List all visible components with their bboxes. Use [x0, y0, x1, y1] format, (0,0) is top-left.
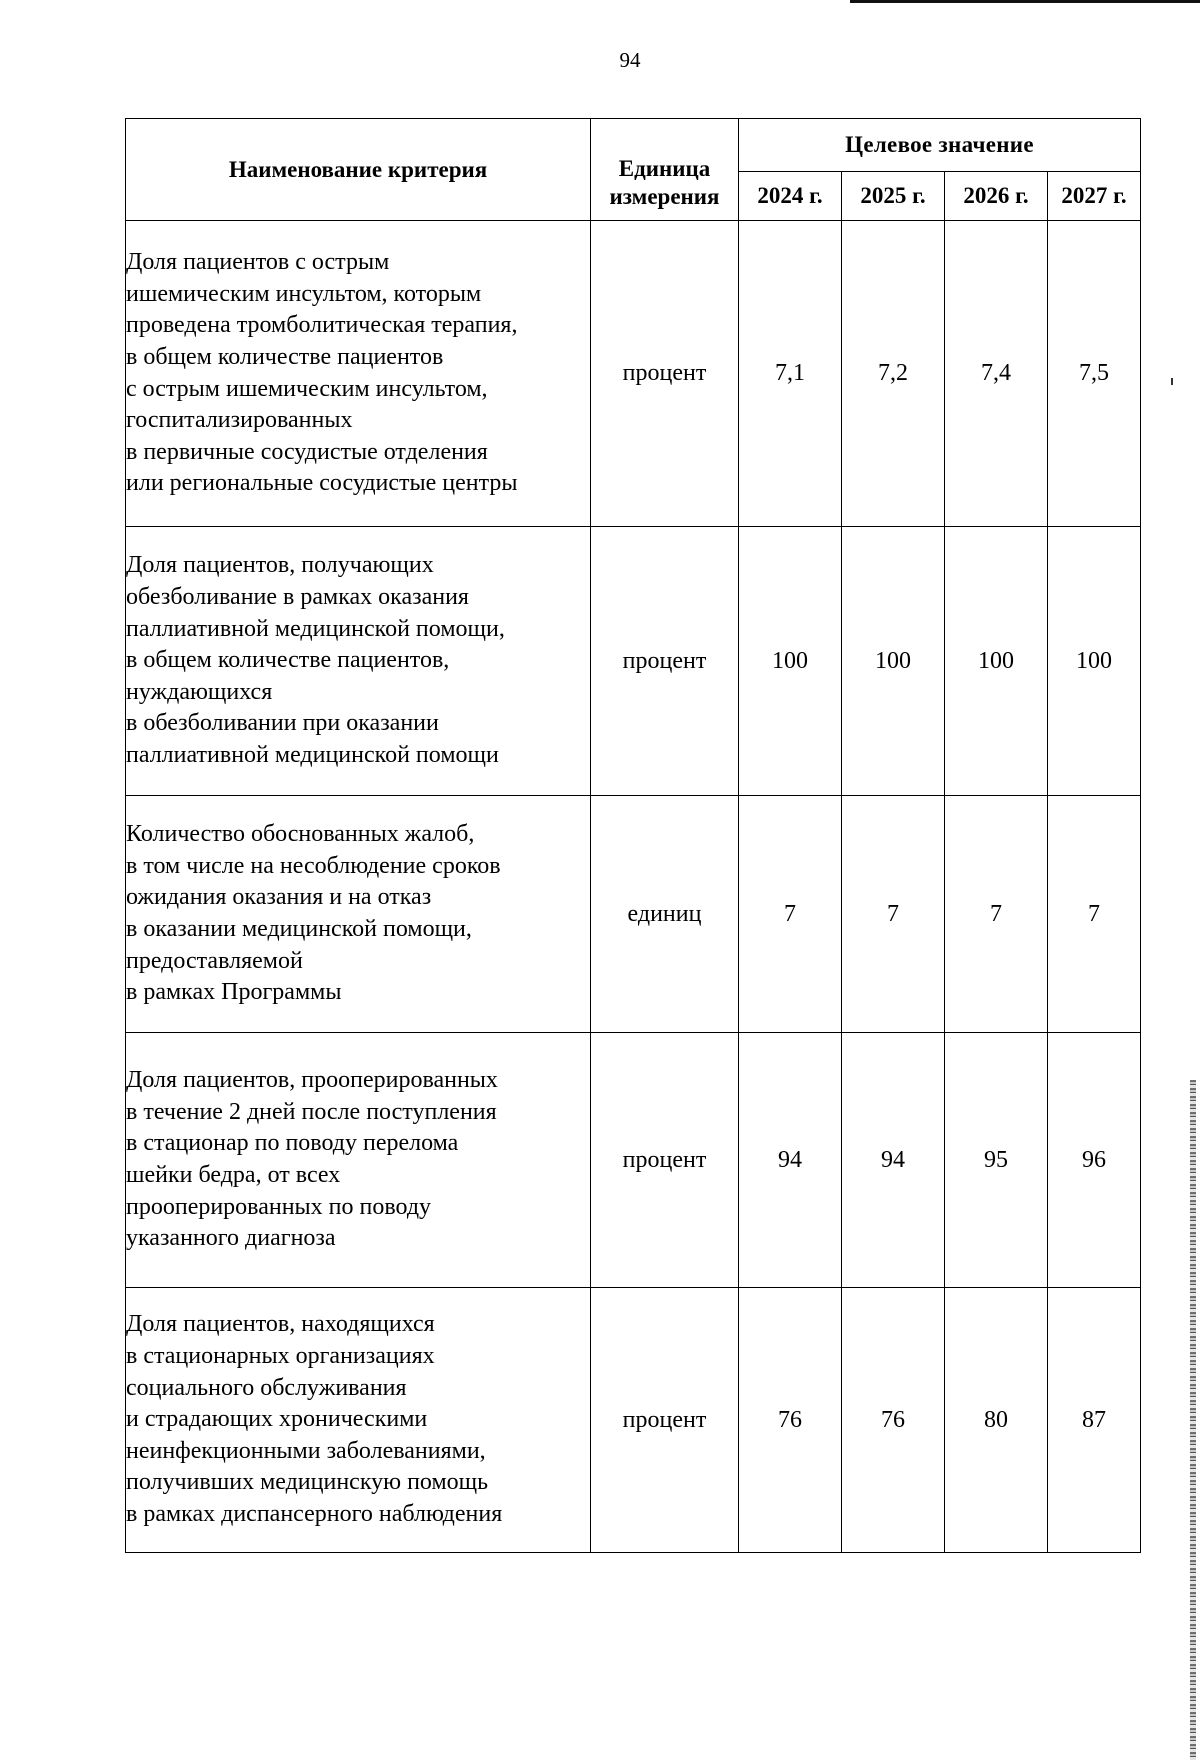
value-2025: 76: [842, 1288, 945, 1553]
value-2025: 94: [842, 1033, 945, 1288]
header-year-2024: 2024 г.: [739, 172, 842, 221]
criterion-line: в оказании медицинской помощи,: [126, 916, 472, 942]
side-tick: [1171, 378, 1173, 385]
criterion-cell: [126, 527, 591, 796]
criterion-line: в общем количестве пациентов: [126, 343, 444, 370]
value-2025: 7,2: [842, 221, 945, 527]
criterion-line: паллиативной медицинской помощи,: [126, 615, 505, 642]
criterion-line: в рамках диспансерного наблюдения: [126, 1500, 503, 1527]
value-2027: 87: [1048, 1288, 1141, 1553]
criterion-line: прооперированных по поводу: [126, 1193, 432, 1220]
criterion-line: обезболивание в рамках оказания: [126, 584, 469, 611]
criterion-line: в том числе на несоблюдение сроков: [126, 852, 501, 879]
table-row: [126, 221, 1141, 527]
value-2026: 7: [945, 796, 1048, 1033]
criterion-line: в рамках Программы: [126, 979, 342, 1006]
table-row: [126, 1033, 1141, 1288]
value-2026: 95: [945, 1033, 1048, 1288]
value-2027: 96: [1048, 1033, 1141, 1288]
value-2024: 7: [739, 796, 842, 1033]
criterion-line: Доля пациентов, прооперированных: [126, 1067, 498, 1094]
criterion-line: Доля пациентов, находящихся: [126, 1311, 435, 1338]
value-2027: 100: [1048, 527, 1141, 796]
criterion-line: в обезболивании при оказании: [126, 710, 439, 737]
criterion-line: и страдающих хроническими: [126, 1406, 428, 1433]
criterion-line: ожидания оказания и на отказ: [126, 884, 432, 911]
criterion-line: в стационарных организациях: [126, 1343, 435, 1370]
criterion-line: или региональные сосудистые центры: [126, 470, 518, 497]
value-2025: 7: [842, 796, 945, 1033]
criterion-line: ишемическим инсультом, которым: [126, 280, 482, 307]
unit-cell: процент: [591, 1288, 739, 1553]
value-2024: 7,1: [739, 221, 842, 527]
value-2026: 100: [945, 527, 1048, 796]
criterion-line: неинфекционными заболеваниями,: [126, 1437, 486, 1464]
unit-cell: процент: [591, 527, 739, 796]
table-row: [126, 1288, 1141, 1553]
criterion-line: в течение 2 дней после поступления: [126, 1098, 497, 1125]
criterion-line: получивших медицинскую помощь: [126, 1469, 489, 1496]
header-criterion: Наименование критерия: [126, 119, 591, 221]
criterion-line: проведена тромболитическая терапия,: [126, 312, 518, 339]
table-row: [126, 527, 1141, 796]
page-number: 94: [619, 48, 641, 72]
value-2027: 7: [1048, 796, 1141, 1033]
value-2024: 100: [739, 527, 842, 796]
criterion-line: предоставляемой: [126, 947, 303, 974]
criterion-line: шейки бедра, от всех: [126, 1162, 341, 1188]
table-row: [126, 796, 1141, 1033]
criterion-cell: [126, 221, 591, 527]
value-2024: 76: [739, 1288, 842, 1553]
header-year-2026: 2026 г.: [945, 172, 1048, 221]
criterion-line: социального обслуживания: [126, 1374, 407, 1401]
criterion-line: с острым ишемическим инсультом,: [126, 375, 488, 402]
unit-cell: единиц: [591, 796, 739, 1033]
criterion-line: нуждающихся: [126, 678, 273, 705]
criterion-cell: [126, 1288, 591, 1553]
value-2026: 80: [945, 1288, 1048, 1553]
criterion-line: Доля пациентов, получающих: [126, 552, 434, 579]
criterion-cell: [126, 1033, 591, 1288]
header-unit: Единица измерения: [591, 119, 739, 221]
value-2025: 100: [842, 527, 945, 796]
criterion-line: Доля пациентов с острым: [126, 249, 390, 276]
criterion-line: указанного диагноза: [126, 1225, 336, 1252]
header-year-2027: 2027 г.: [1048, 172, 1141, 221]
criterion-line: в общем количестве пациентов,: [126, 647, 450, 674]
criteria-table: [125, 118, 1141, 1553]
scan-edge: [1190, 1080, 1196, 1760]
value-2024: 94: [739, 1033, 842, 1288]
criterion-cell: [126, 796, 591, 1033]
top-rule: [850, 0, 1200, 3]
criterion-line: госпитализированных: [126, 407, 353, 434]
criterion-line: в стационар по поводу перелома: [126, 1130, 459, 1157]
value-2026: 7,4: [945, 221, 1048, 527]
unit-cell: процент: [591, 221, 739, 527]
value-2027: 7,5: [1048, 221, 1141, 527]
criterion-line: в первичные сосудистые отделения: [126, 438, 488, 465]
header-target-value: Целевое значение: [739, 119, 1141, 172]
unit-cell: процент: [591, 1033, 739, 1288]
header-year-2025: 2025 г.: [842, 172, 945, 221]
criterion-line: Количество обоснованных жалоб,: [126, 821, 475, 848]
criterion-line: паллиативной медицинской помощи: [126, 741, 499, 768]
